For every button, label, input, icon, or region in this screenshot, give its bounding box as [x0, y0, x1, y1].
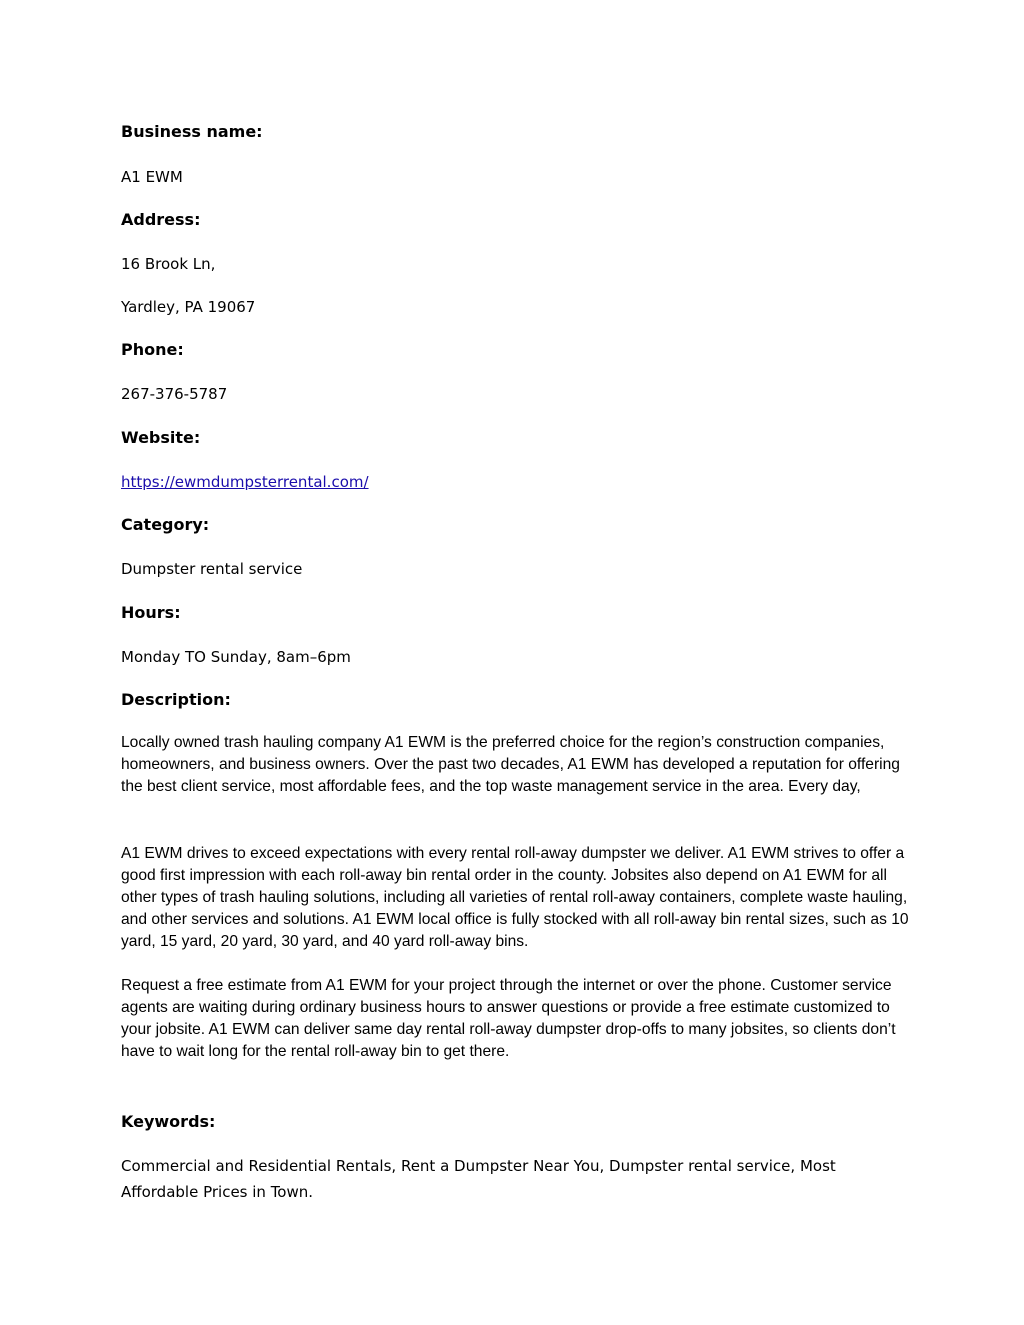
keywords-value: Commercial and Residential Rentals, Rent a Dumpster Near You, Dumpster rental service, Most Affordable Prices in Town.	[121, 1157, 836, 1201]
website-link[interactable]: https://ewmdumpsterrental.com/	[121, 473, 369, 491]
description-paragraph-3: Request a free estimate from A1 EWM for your project through the internet or over the phone. Customer service agents are waiting during ordinary business hours to answer questions or provide a free estimate customized to your jobsite. A1 EWM can deliver same day rental roll-away dumpster drop-offs to many jobsites, so clients don’t have to wait long for the rental roll-away bin to get there.	[121, 977, 896, 1060]
phone-value: 267-376-5787	[121, 385, 228, 403]
description-paragraph-1: Locally owned trash hauling company A1 EWM is the preferred choice for the region’s construction companies, homeowners, and business owners. Over the past two decades, A1 EWM has developed a reputation for offering the best client service, most affordable fees, and the top waste management service in the area. Every day,	[121, 734, 900, 795]
hours-heading: Hours:	[121, 603, 181, 622]
description-paragraph-2: A1 EWM drives to exceed expectations with every rental roll-away dumpster we deliver. A1 EWM strives to offer a good first impression with each roll-away bin rental order in the county. Jobsites also depend on A1 EWM for all other types of trash hauling solutions, including all varieties of rental roll-away containers, complete waste hauling, and other services and solutions. A1 EWM local office is fully stocked with all roll-away bin rental sizes, such as 10 yard, 15 yard, 20 yard, 30 yard, and 40 yard roll-away bins.	[121, 845, 909, 950]
keywords-heading: Keywords:	[121, 1112, 216, 1131]
address-line-1: 16 Brook Ln,	[121, 255, 216, 273]
address-heading: Address:	[121, 210, 201, 229]
category-value: Dumpster rental service	[121, 560, 303, 578]
business-name-value: A1 EWM	[121, 168, 183, 186]
website-heading: Website:	[121, 428, 201, 447]
phone-heading: Phone:	[121, 340, 184, 359]
category-heading: Category:	[121, 515, 210, 534]
address-line-2: Yardley, PA 19067	[121, 298, 256, 316]
business-name-heading: Business name:	[121, 122, 263, 141]
hours-value: Monday TO Sunday, 8am–6pm	[121, 648, 351, 666]
website-row	[121, 471, 369, 493]
description-heading: Description:	[121, 690, 231, 709]
